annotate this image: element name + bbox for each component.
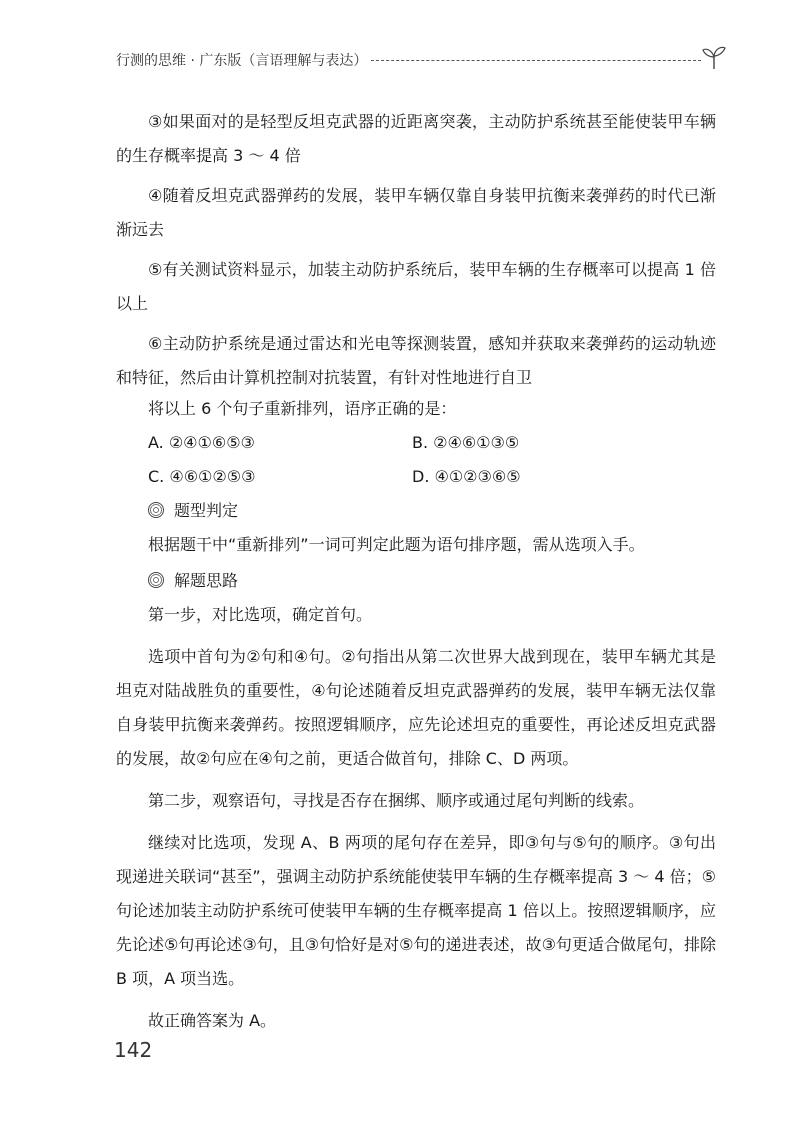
option-d: D. ④①②③⑥⑤ — [412, 467, 521, 486]
option-b: B. ②④⑥①③⑤ — [412, 433, 520, 452]
paragraph: 第二步，观察语句，寻找是否存在捆绑、顺序或通过尾句判断的线索。 — [148, 791, 645, 810]
sentence-6: ⑥主动防护系统是通过雷达和光电等探测装置，感知并获取来袭弹药的运动轨迹和特征，然后由计算机控制对抗装置，有针对性地进行自卫 — [116, 334, 716, 387]
question-prompt: 将以上 6 个句子重新排列，语序正确的是： — [148, 399, 457, 418]
paragraph: 故正确答案为 A。 — [148, 1011, 277, 1030]
paragraph: 继续对比选项，发现 A、B 两项的尾句存在差异，即③句与⑤句的顺序。③句出现递进关联词“甚至”，强调主动防护系统能使装甲车辆的生存概率提高 3 ～ 4 倍；⑤句论述加装主动防护系统可使装甲车辆的生存概率提高 1 倍以上。按照逻辑顺序，应先论述⑤句再论述③句，且③句恰好是对⑤句的递进表述，故③句更适合做尾句，排除 B 项，A 项当选。 — [116, 833, 716, 988]
header-divider — [371, 60, 701, 61]
page-header — [116, 44, 716, 74]
section-marker-icon — [148, 572, 164, 588]
paragraph: 选项中首句为②句和④句。②句指出从第二次世界大战到现在，装甲车辆尤其是坦克对陆战胜负的重要性，④句论述随着反坦克武器弹药的发展，装甲车辆无法仅靠自身装甲抗衡来袭弹药。按照逻辑顺序，应先论述坦克的重要性，再论述反坦克武器的发展，故②句应在④句之前，更适合做首句，排除 C、D 两项。 — [116, 647, 716, 768]
section-title: 题型判定 — [174, 501, 239, 520]
type-analysis — [116, 528, 716, 562]
page-number: 142 — [114, 1038, 153, 1062]
sentence-5: ⑤有关测试资料显示，加装主动防护系统后，装甲车辆的生存概率可以提高 1 倍以上 — [116, 260, 716, 313]
paragraph: 根据题干中“重新排列”一词可判定此题为语句排序题，需从选项入手。 — [148, 535, 645, 554]
option-c: C. ④⑥①②⑤③ — [148, 467, 256, 486]
sentence-4: ④随着反坦克武器弹药的发展，装甲车辆仅靠自身装甲抗衡来袭弹药的时代已渐渐远去 — [116, 186, 716, 239]
section-marker-icon — [148, 502, 164, 518]
sentence-list — [116, 105, 716, 401]
book-title: 行测的思维 · 广东版（言语理解与表达） — [116, 53, 368, 69]
section-heading-type — [148, 494, 238, 528]
paragraph: 第一步，对比选项，确定首句。 — [148, 605, 373, 624]
section-heading-solution — [148, 564, 238, 598]
section-title: 解题思路 — [174, 571, 239, 590]
solution-body — [116, 598, 716, 1046]
option-a: A. ②④①⑥⑤③ — [148, 433, 255, 452]
sprout-icon — [702, 44, 726, 70]
sentence-3: ③如果面对的是轻型反坦克武器的近距离突袭，主动防护系统甚至能使装甲车辆的生存概率提高 3 ～ 4 倍 — [116, 112, 716, 165]
